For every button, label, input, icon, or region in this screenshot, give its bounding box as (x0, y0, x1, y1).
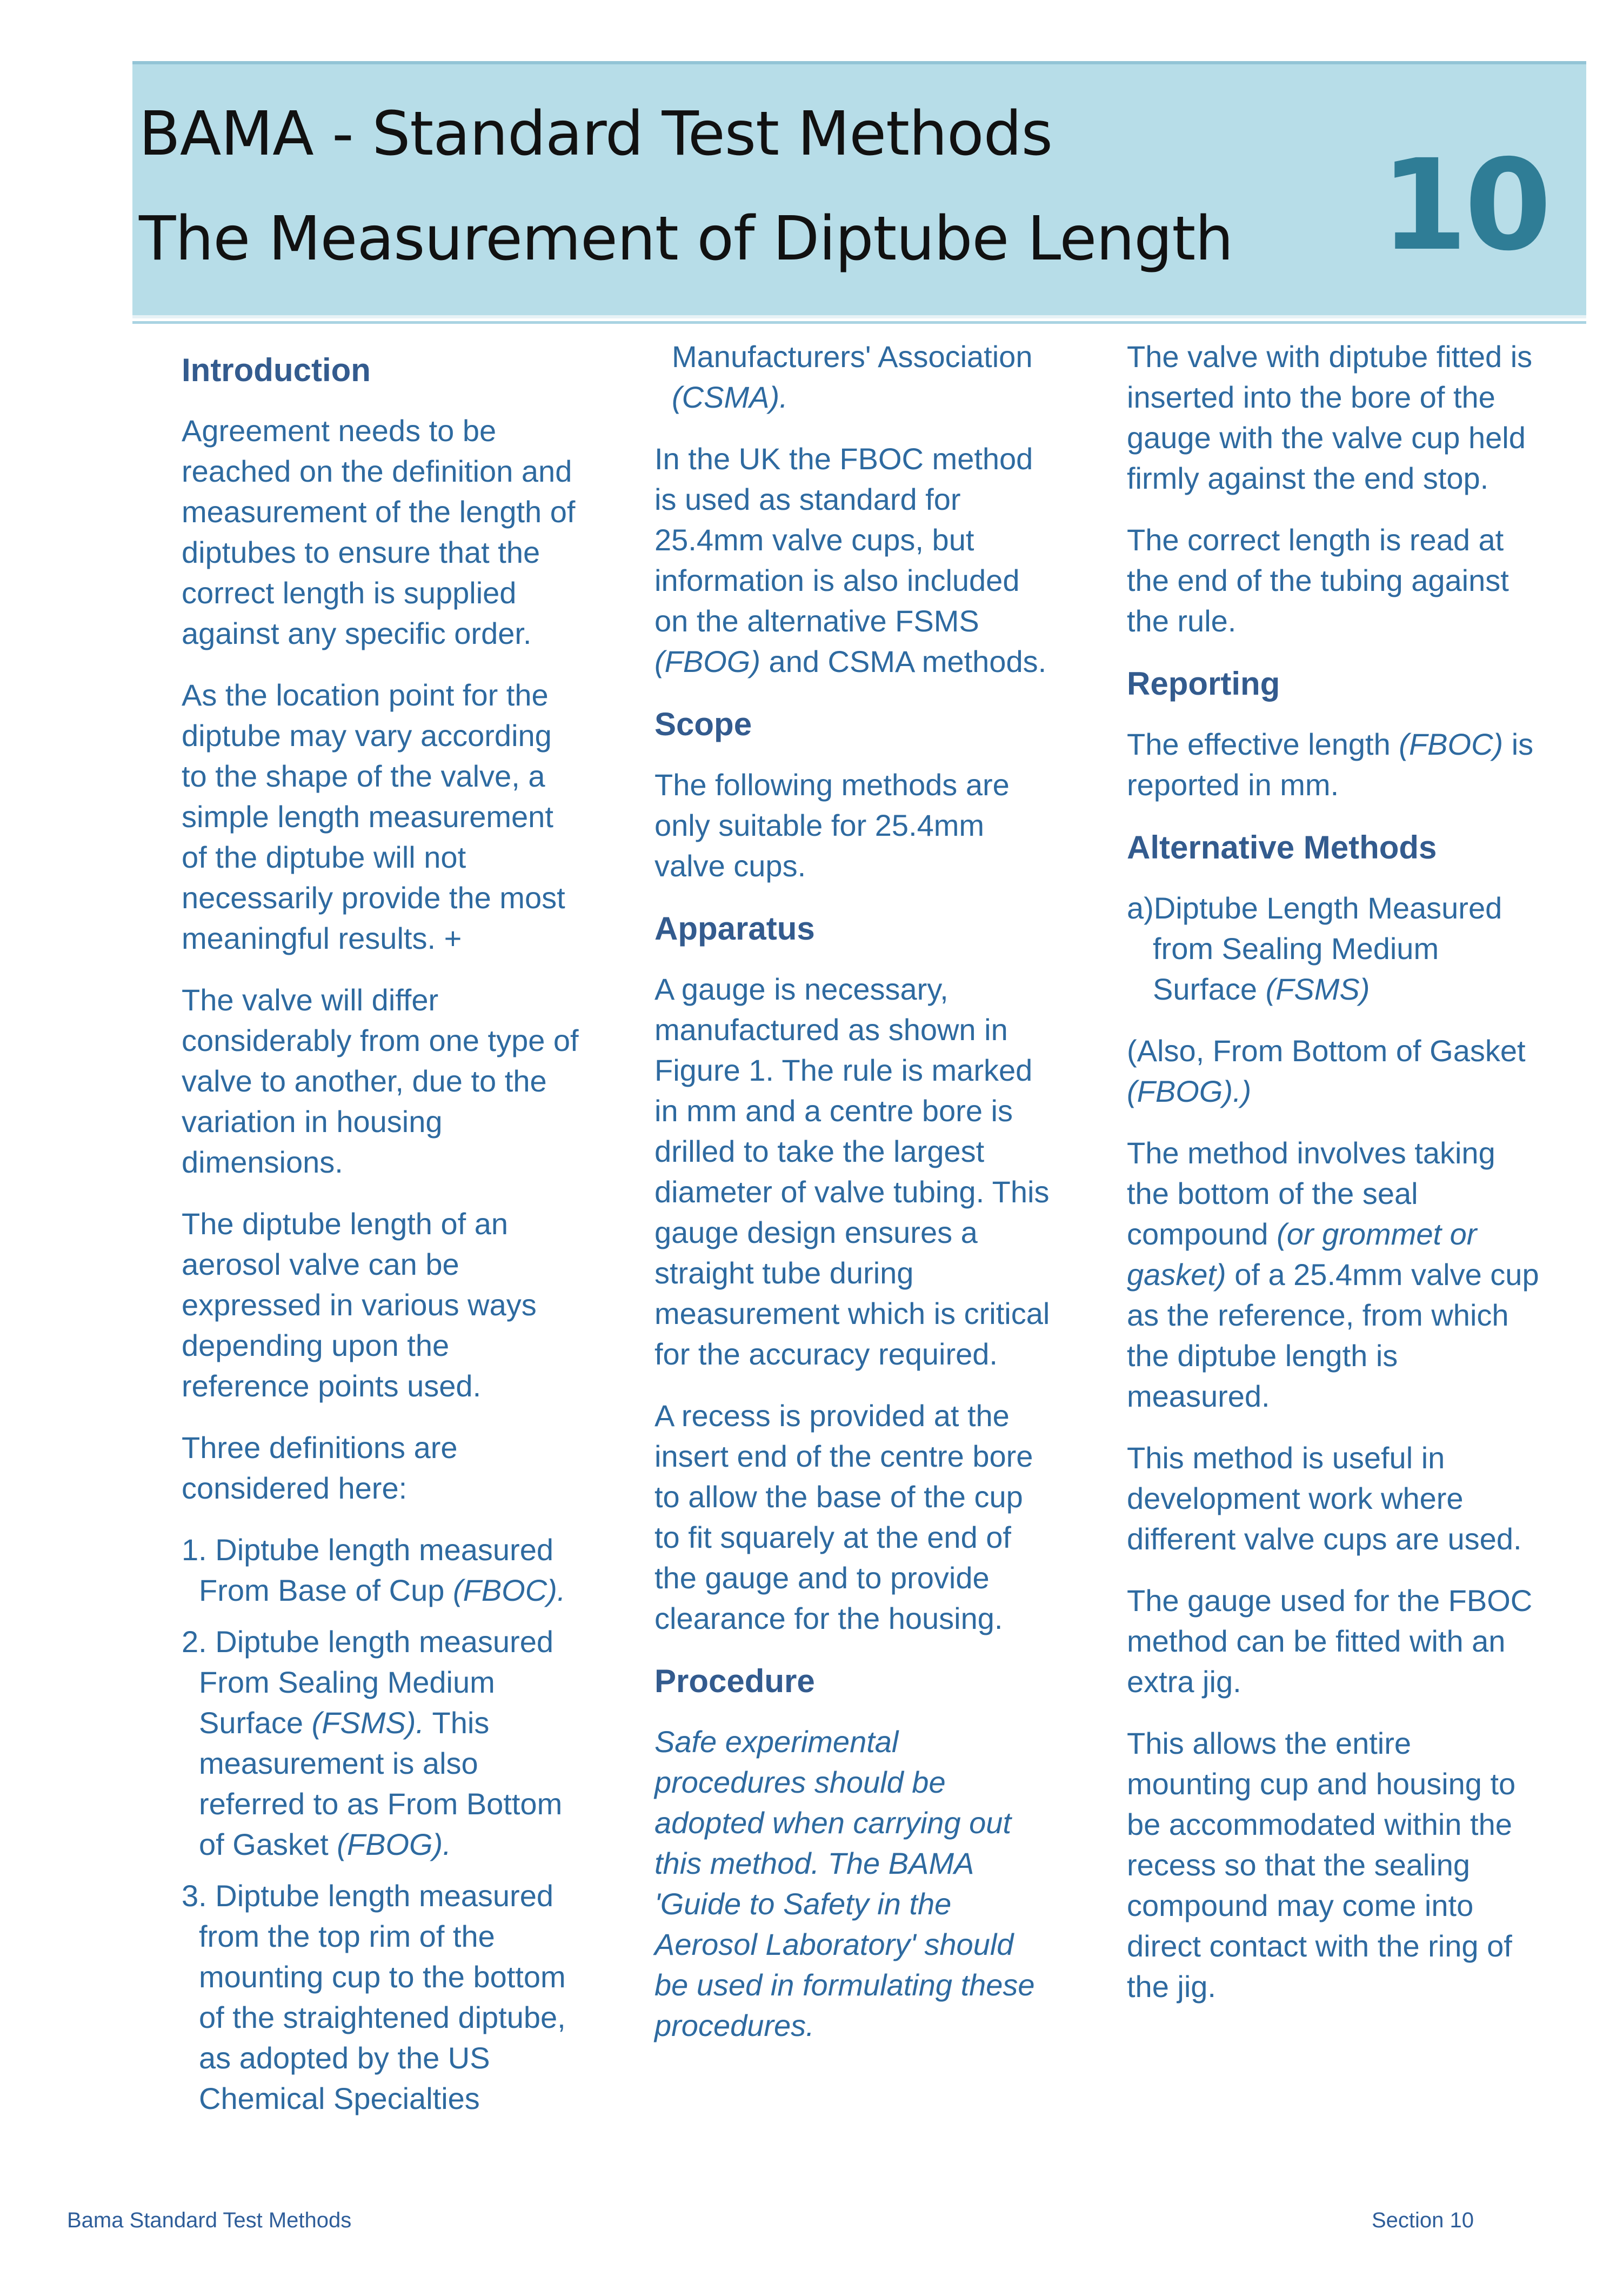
footer-document-name: Bama Standard Test Methods (67, 2208, 352, 2232)
insertion-paragraph: The valve with diptube fitted is inserted into the bore of the gauge with the valve cup held firmly against the end stop. (1127, 340, 1533, 495)
reporting-heading: Reporting (1127, 665, 1280, 702)
intro-paragraph-1: Agreement needs to be reached on the definition and measurement of the length of diptubes to ensure that the correct length is supplied against any specific order. (182, 414, 576, 650)
alternative-method-a: a)Diptube Length Measured from Sealing Medium Surface (FSMS) (1127, 891, 1502, 1006)
list-item: 2. Diptube length measured From Sealing Medium Surface (FSMS). This measurement is also referred to as From Bottom of Gasket (FBOG). (182, 1625, 563, 1861)
document-subtitle: The Measurement of Diptube Length (139, 204, 1233, 274)
document-title: BAMA - Standard Test Methods (139, 99, 1053, 169)
introduction-heading: Introduction (182, 352, 371, 388)
apparatus-heading: Apparatus (654, 910, 815, 947)
procedure-paragraph: Safe experimental procedures should be adopted when carrying out this method. The BAMA 'Guide to Safety in the Aerosol Laboratory' should be used in formulating these procedures. (654, 1725, 1035, 2042)
list-item: 3. Diptube length measured from the top rim of the mounting cup to the bottom of the straightened diptube, as adopted by the US Chemical Specialties (182, 1879, 566, 2115)
reading-paragraph: The correct length is read at the end of the tubing against the rule. (1127, 523, 1509, 638)
list-item: 1. Diptube length measured From Base of Cup (FBOC). (182, 1533, 566, 1607)
apparatus-paragraph-1: A gauge is necessary, manufactured as shown in Figure 1. The rule is marked in mm and a centre bore is drilled to take the largest diameter of valve tubing. This gauge design ensures a straight tube during measurement which is critical for the accuracy required. (654, 972, 1050, 1371)
footer-section-label: Section 10 (1371, 2208, 1474, 2232)
scope-paragraph: The following methods are only suitable for 25.4mm valve cups. (654, 768, 1010, 883)
list-continuation: Manufacturers' Association (CSMA). (672, 340, 1033, 414)
column-2 (654, 336, 1054, 2067)
uk-paragraph: In the UK the FBOC method is used as standard for 25.4mm valve cups, but information is also included on the alternative FSMS (FBOG) and CSMA methods. (654, 442, 1047, 678)
column-1 (182, 338, 582, 2129)
section-number: 10 (1380, 132, 1548, 278)
definitions-list (182, 1529, 582, 2119)
alternative-methods-heading: Alternative Methods (1127, 829, 1437, 866)
method-paragraph: The method involves taking the bottom of the seal compound (or grommet or gasket) of a 25.4mm valve cup as the reference, from which the diptube length is measured. (1127, 1136, 1539, 1413)
column-3 (1127, 336, 1543, 2028)
intro-paragraph-2: As the location point for the diptube may vary according to the shape of the valve, a simple length measurement of the diptube will not necessarily provide the most meaningful results. + (182, 678, 565, 955)
page-header (132, 61, 1586, 318)
intro-paragraph-5: Three definitions are considered here: (182, 1430, 458, 1505)
jig-paragraph: This allows the entire mounting cup and housing to be accommodated within the recess so that the sealing compound may come into direct contact with the ring of the jig. (1127, 1726, 1516, 2004)
procedure-heading: Procedure (654, 1663, 815, 1699)
also-paragraph: (Also, From Bottom of Gasket (FBOG).) (1127, 1034, 1526, 1108)
intro-paragraph-3: The valve will differ considerably from one type of valve to another, due to the variation in housing dimensions. (182, 983, 579, 1179)
apparatus-paragraph-2: A recess is provided at the insert end of the centre bore to allow the base of the cup to fit squarely at the end of the gauge and to provide clearance for the housing. (654, 1399, 1033, 1635)
reporting-paragraph: The effective length (FBOC) is reported in mm. (1127, 727, 1534, 802)
useful-paragraph: This method is useful in development work where different valve cups are used. (1127, 1441, 1522, 1556)
scope-heading: Scope (654, 706, 752, 742)
intro-paragraph-4: The diptube length of an aerosol valve can be expressed in various ways depending upon the reference points used. (182, 1207, 537, 1403)
gauge-paragraph: The gauge used for the FBOC method can be fitted with an extra jig. (1127, 1583, 1533, 1699)
